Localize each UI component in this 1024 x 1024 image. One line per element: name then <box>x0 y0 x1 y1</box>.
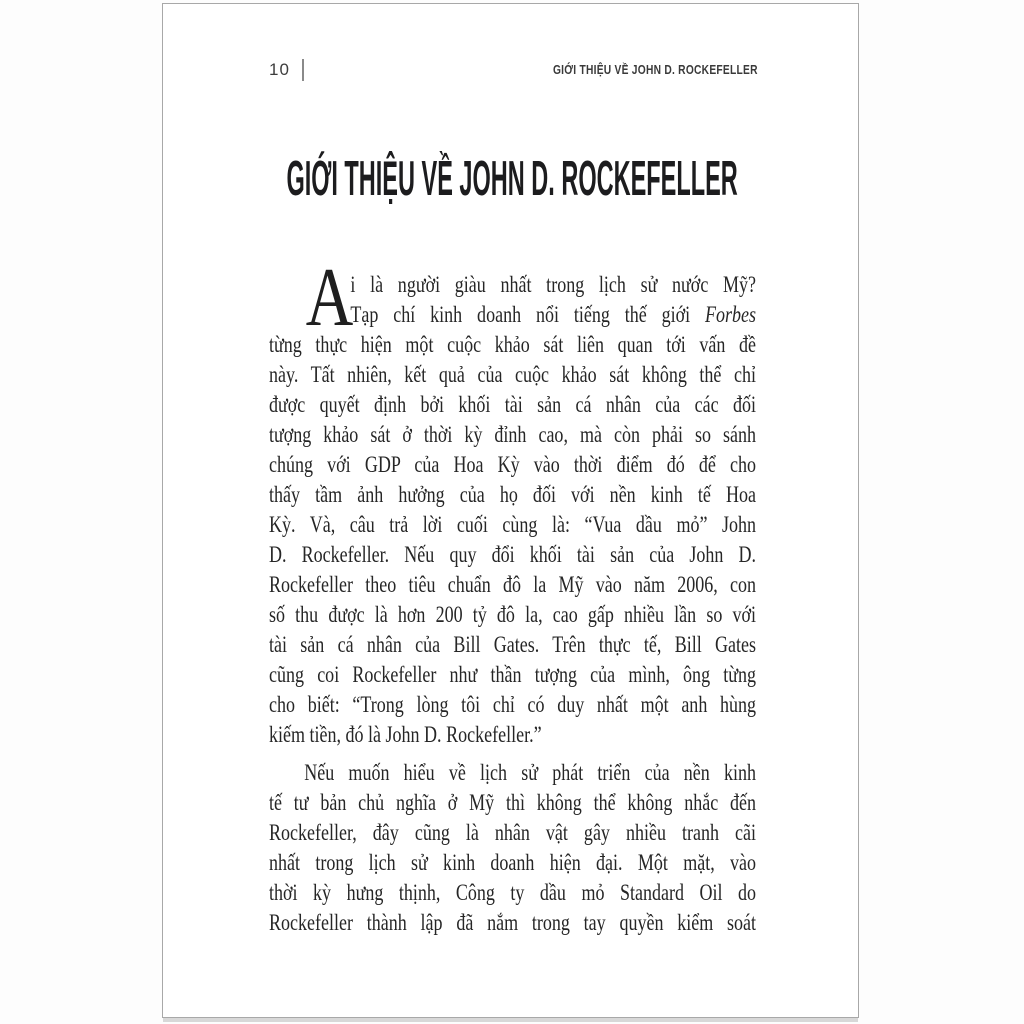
body-line <box>269 300 756 330</box>
drop-cap: A <box>305 251 354 344</box>
body-line <box>269 570 756 600</box>
text-segment: từng thực hiện một cuộc khảo sát liên quan tới vấn đề <box>269 332 757 357</box>
text-segment: D. Rockefeller. Nếu quy đổi khối tài sản của John D. <box>269 542 757 567</box>
paragraph <box>269 758 756 938</box>
text-segment: thời kỳ hưng thịnh, Công ty dầu mỏ Standard Oil do <box>269 880 757 905</box>
title-row <box>269 147 756 211</box>
text-segment: thấy tầm ảnh hưởng của họ đối với nền kinh tế Hoa <box>269 482 757 507</box>
body-line <box>269 720 756 750</box>
body-line <box>269 390 756 420</box>
text-segment: số thu được là hơn 200 tỷ đô la, cao gấp nhiều lần so với <box>269 602 757 627</box>
text-segment: tài sản cá nhân của Bill Gates. Trên thực tế, Bill Gates <box>269 632 757 657</box>
text-segment: này. Tất nhiên, kết quả của cuộc khảo sát không thể chỉ <box>269 362 757 387</box>
text-segment: kiếm tiền, đó là John D. Rockefeller.” <box>269 722 542 747</box>
body-line <box>269 630 756 660</box>
paragraph <box>269 270 756 750</box>
body-line <box>269 878 756 908</box>
text-segment: Rockefeller, đây cũng là nhân vật gây nhiều tranh cãi <box>269 820 757 845</box>
text-segment: tế tư bản chủ nghĩa ở Mỹ thì không thể không nhắc đến <box>269 790 757 815</box>
text-segment: được quyết định bởi khối tài sản cá nhân của các đối <box>269 392 757 417</box>
header-divider-bar <box>302 59 304 81</box>
body-line <box>269 908 756 938</box>
text-segment: Rockefeller thành lập đã nắm trong tay quyền kiểm soát <box>269 910 757 935</box>
text-segment: Nếu muốn hiểu về lịch sử phát triển của nền kinh <box>304 760 757 785</box>
header-left <box>269 59 304 81</box>
body-line <box>269 758 756 788</box>
text-segment: tượng khảo sát ở thời kỳ đỉnh cao, mà còn phải so sánh <box>269 422 757 447</box>
book-page <box>162 3 859 1018</box>
text-segment: i là người giàu nhất trong lịch sử nước Mỹ? <box>350 272 757 297</box>
body-line <box>269 818 756 848</box>
text-segment: chúng với GDP của Hoa Kỳ vào thời điểm đó để cho <box>269 452 757 477</box>
body-line <box>269 848 756 878</box>
page-number: 10 <box>269 60 290 79</box>
body-line <box>269 420 756 450</box>
page-header <box>269 56 758 84</box>
body-line <box>269 540 756 570</box>
body-line <box>269 480 756 510</box>
text-segment: cũng coi Rockefeller như thần tượng của mình, ông từng <box>269 662 757 687</box>
text-segment: Tạp chí kinh doanh nổi tiếng thế giới <box>350 302 705 327</box>
body-line <box>269 660 756 690</box>
body-line <box>269 270 756 300</box>
text-segment: Kỳ. Và, câu trả lời cuối cùng là: “Vua dầu mỏ” John <box>269 512 757 537</box>
text-segment: nhất trong lịch sử kinh doanh hiện đại. Một mặt, vào <box>269 850 757 875</box>
text-segment: cho biết: “Trong lòng tôi chỉ có duy nhất một anh hùng <box>269 692 757 717</box>
body-text <box>269 251 757 938</box>
text-segment: Rockefeller theo tiêu chuẩn đô la Mỹ vào năm 2006, con <box>269 572 757 597</box>
body-line <box>269 330 756 360</box>
body-line <box>269 360 756 390</box>
italic-text: Forbes <box>704 302 757 327</box>
body-line <box>269 788 756 818</box>
body-line <box>269 690 756 720</box>
body-line <box>269 450 756 480</box>
body-line <box>269 510 756 540</box>
running-head: GIỚI THIỆU VỀ JOHN D. ROCKEFELLER <box>553 63 758 77</box>
body-line <box>269 600 756 630</box>
chapter-title: GIỚI THIỆU VỀ JOHN D. ROCKEFELLER <box>286 151 739 206</box>
